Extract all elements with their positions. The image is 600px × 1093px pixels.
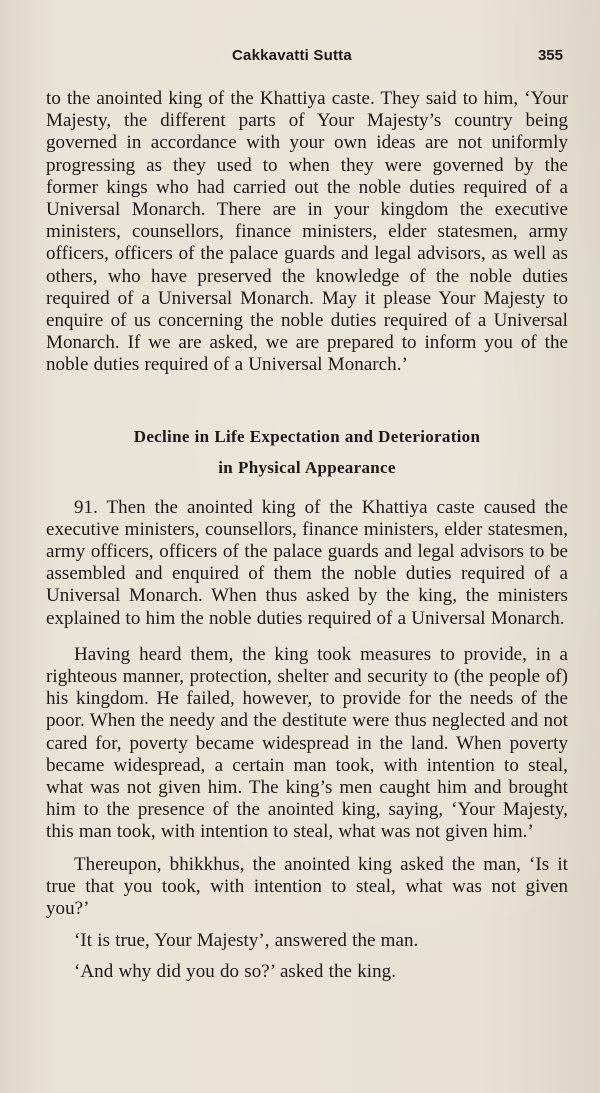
running-title: Cakkavatti Sutta (232, 47, 352, 64)
page-header (46, 45, 576, 71)
paragraph-intro: to the anointed king of the Khattiya caste. They said to him, ‘Your Majesty, the different parts of Your Majesty’s country being governed in accordance with your own ideas are not uniformly progressing as they used to when they were governed by the former kings who had carried out the noble duties required of a Universal Monarch. There are in your kingdom the executive ministers, counsellors, finance ministers, elder statesmen, army officers, officers of the palace guards and legal advisors, as well as others, who have preserved the knowledge of the noble duties required of a Universal Monarch. May it please Your Majesty to enquire of us concerning the noble duties required of a Universal Monarch. If we are asked, we are prepared to inform you of the noble duties required of a Universal Monarch.’ (46, 88, 568, 376)
paragraph-it-is-true: ‘It is true, Your Majesty’, answered the man. (74, 930, 419, 952)
paragraph-having-heard: Having heard them, the king took measures to provide, in a righteous manner, protection, shelter and security to (the people of) his kingdom. He failed, however, to provide for the needs of the poor. When the needy and the destitute were thus neglected and not cared for, poverty became widespread in the land. When poverty became widespread, a certain man took, with intention to steal, what was not given him. The king’s men caught him and brought him to the presence of the anointed king, saying, ‘Your Majesty, this man took, with intention to steal, what was not given him.’ (46, 643, 568, 843)
section-heading-line-2: in Physical Appearance (218, 457, 396, 477)
paragraph-and-why: ‘And why did you do so?’ asked the king. (74, 960, 396, 982)
page-body (46, 88, 568, 983)
paragraph-thereupon: Thereupon, bhikkhus, the anointed king asked the man, ‘Is it true that you took, with intention to steal, what was not given you?’ (46, 853, 568, 920)
section-heading (46, 421, 568, 483)
page-number: 355 (537, 47, 563, 64)
paragraph-91: 91. Then the anointed king of the Khattiya caste caused the executive ministers, counsellors, finance ministers, elder statesmen, army officers, officers of the palace guards and legal advisors to be assembled and enquired of them the noble duties required of a Universal Monarch. When thus asked by the king, the ministers explained to him the noble duties required of a Universal Monarch. (46, 496, 568, 629)
section-heading-line-1: Decline in Life Expectation and Deterioration (133, 426, 481, 446)
